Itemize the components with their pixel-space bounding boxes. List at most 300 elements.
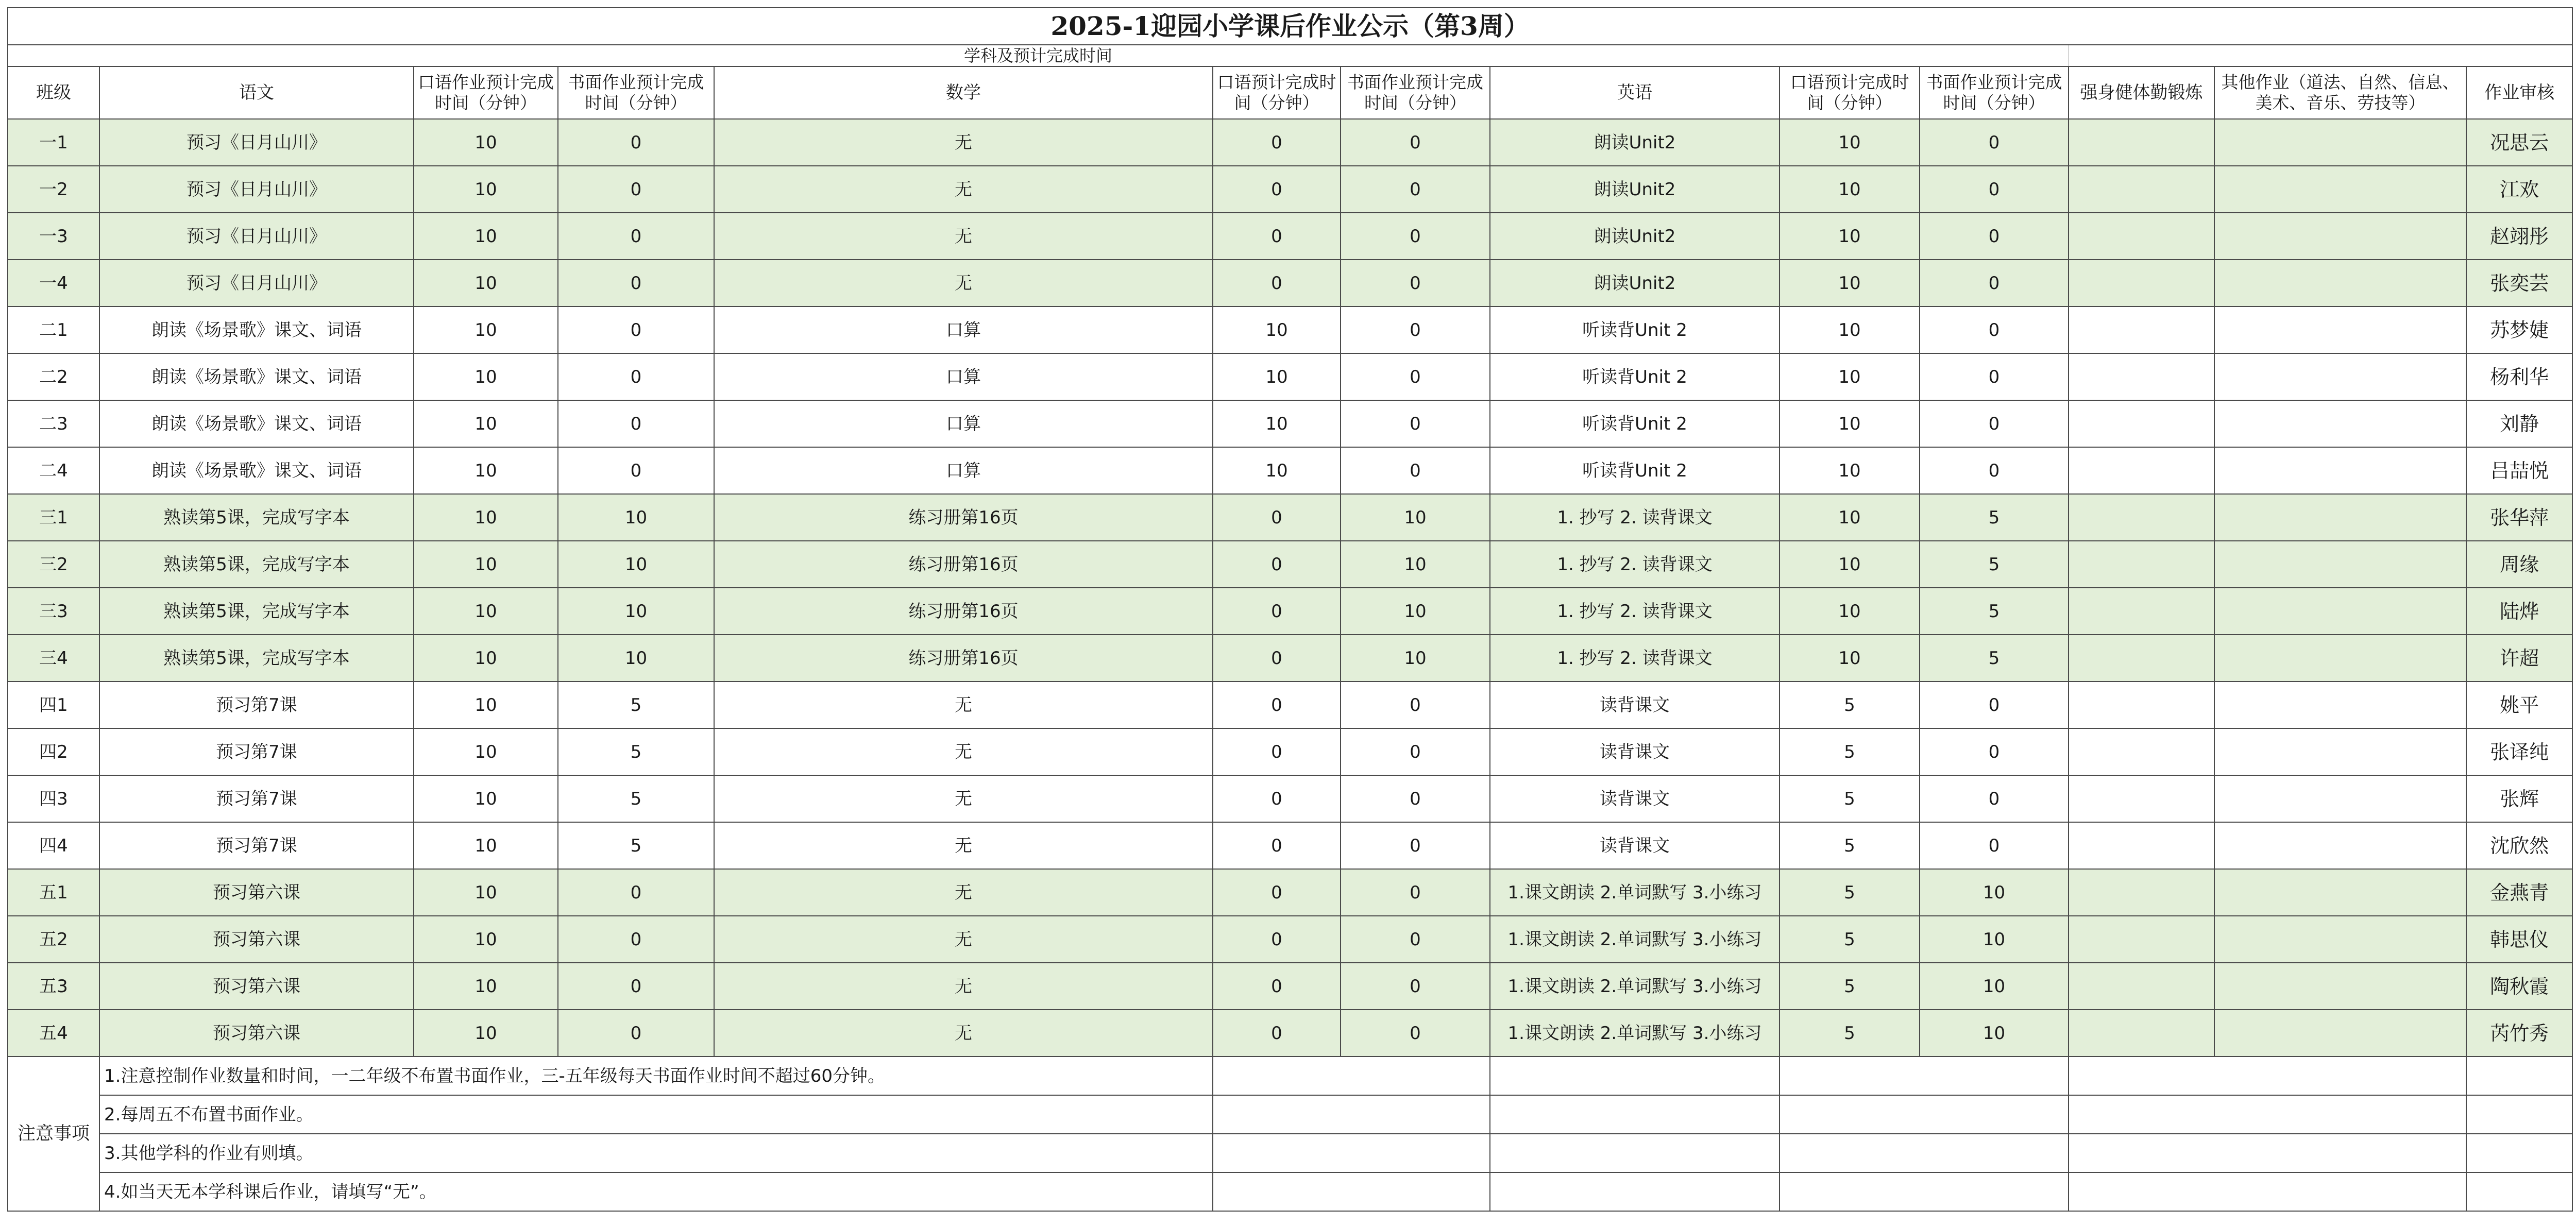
- cell-math-written: 0: [1341, 306, 1490, 353]
- cell-other: [2214, 353, 2466, 400]
- cell-exercise: [2069, 869, 2214, 916]
- cell-chinese-written: 10: [558, 494, 714, 541]
- cell-math-written: 10: [1341, 635, 1490, 682]
- cell-english: 听读背Unit 2: [1490, 400, 1780, 447]
- cell-other: [2214, 260, 2466, 306]
- cell-chinese-oral: 10: [414, 916, 558, 963]
- table-row: [8, 916, 2572, 963]
- cell-english-oral: 10: [1780, 541, 1920, 588]
- cell-english-written: 0: [1920, 353, 2069, 400]
- cell-math: 口算: [714, 400, 1213, 447]
- cell-exercise: [2069, 494, 2214, 541]
- header-english: 英语: [1490, 66, 1780, 119]
- header-math-written: 书面作业预计完成时间（分钟）: [1341, 66, 1490, 119]
- cell-english-written: 10: [1920, 916, 2069, 963]
- cell-chinese: 预习第7课: [99, 682, 414, 728]
- cell-class: 一2: [8, 166, 99, 213]
- cell-chinese: 预习第六课: [99, 963, 414, 1010]
- header-class: 班级: [8, 66, 99, 119]
- cell-chinese: 预习《日月山川》: [99, 119, 414, 166]
- cell-math-oral: 0: [1213, 916, 1341, 963]
- cell-english-oral: 10: [1780, 166, 1920, 213]
- cell-english-written: 0: [1920, 400, 2069, 447]
- cell-chinese-written: 0: [558, 119, 714, 166]
- cell-english-oral: 10: [1780, 213, 1920, 260]
- cell-math: 无: [714, 682, 1213, 728]
- cell-exercise: [2069, 588, 2214, 635]
- cell-chinese-written: 5: [558, 775, 714, 822]
- cell-english-oral: 5: [1780, 963, 1920, 1010]
- cell-chinese: 预习第7课: [99, 822, 414, 869]
- cell-chinese-oral: 10: [414, 682, 558, 728]
- cell-english-written: 5: [1920, 588, 2069, 635]
- cell-math-written: 0: [1341, 400, 1490, 447]
- note-blank-english: [1490, 1134, 1780, 1172]
- notes-row: [8, 1095, 2572, 1134]
- note-blank-other: [2069, 1172, 2466, 1211]
- table-row: [8, 1010, 2572, 1057]
- cell-exercise: [2069, 447, 2214, 494]
- cell-other: [2214, 213, 2466, 260]
- cell-class: 五2: [8, 916, 99, 963]
- cell-reviewer: 刘静: [2466, 400, 2572, 447]
- cell-math-oral: 0: [1213, 166, 1341, 213]
- cell-math-oral: 10: [1213, 353, 1341, 400]
- cell-english-written: 10: [1920, 869, 2069, 916]
- cell-other: [2214, 775, 2466, 822]
- note-blank-english: [1490, 1095, 1780, 1134]
- cell-english-written: 0: [1920, 728, 2069, 775]
- note-blank-reviewer: [2466, 1057, 2572, 1095]
- header-math-oral: 口语预计完成时间（分钟）: [1213, 66, 1341, 119]
- cell-other: [2214, 447, 2466, 494]
- cell-chinese: 预习第六课: [99, 1010, 414, 1057]
- note-blank-math: [1213, 1134, 1490, 1172]
- cell-english-oral: 5: [1780, 682, 1920, 728]
- cell-english-written: 5: [1920, 494, 2069, 541]
- cell-class: 一4: [8, 260, 99, 306]
- table-row: [8, 963, 2572, 1010]
- table-row: [8, 119, 2572, 166]
- cell-class: 三1: [8, 494, 99, 541]
- cell-math: 练习册第16页: [714, 494, 1213, 541]
- cell-chinese: 预习第六课: [99, 916, 414, 963]
- header-exercise: 强身健体勤锻炼: [2069, 66, 2214, 119]
- cell-class: 二2: [8, 353, 99, 400]
- cell-chinese-written: 0: [558, 306, 714, 353]
- cell-other: [2214, 541, 2466, 588]
- cell-math: 无: [714, 775, 1213, 822]
- cell-other: [2214, 306, 2466, 353]
- cell-exercise: [2069, 822, 2214, 869]
- table-row: [8, 166, 2572, 213]
- cell-chinese: 朗读《场景歌》课文、词语: [99, 447, 414, 494]
- note-item: 2.每周五不布置书面作业。: [99, 1095, 1213, 1134]
- note-item: 4.如当天无本学科课后作业，请填写“无”。: [99, 1172, 1213, 1211]
- cell-class: 四3: [8, 775, 99, 822]
- cell-class: 三4: [8, 635, 99, 682]
- cell-math: 练习册第16页: [714, 588, 1213, 635]
- cell-english-oral: 10: [1780, 306, 1920, 353]
- cell-math: 无: [714, 166, 1213, 213]
- cell-reviewer: 张辉: [2466, 775, 2572, 822]
- cell-english-oral: 10: [1780, 353, 1920, 400]
- cell-chinese-written: 10: [558, 588, 714, 635]
- cell-exercise: [2069, 1010, 2214, 1057]
- cell-reviewer: 芮竹秀: [2466, 1010, 2572, 1057]
- note-blank-reviewer: [2466, 1095, 2572, 1134]
- cell-math-written: 0: [1341, 682, 1490, 728]
- cell-chinese-oral: 10: [414, 588, 558, 635]
- cell-math: 无: [714, 963, 1213, 1010]
- cell-chinese-written: 0: [558, 916, 714, 963]
- cell-math-oral: 10: [1213, 306, 1341, 353]
- header-english-oral: 口语预计完成时间（分钟）: [1780, 66, 1920, 119]
- cell-other: [2214, 166, 2466, 213]
- cell-math-written: 0: [1341, 260, 1490, 306]
- note-blank-other: [2069, 1057, 2466, 1095]
- cell-math: 无: [714, 822, 1213, 869]
- cell-math-oral: 0: [1213, 635, 1341, 682]
- cell-english: 读背课文: [1490, 682, 1780, 728]
- cell-reviewer: 许超: [2466, 635, 2572, 682]
- cell-other: [2214, 682, 2466, 728]
- notes-row: [8, 1134, 2572, 1172]
- cell-math-written: 0: [1341, 119, 1490, 166]
- cell-math-written: 0: [1341, 916, 1490, 963]
- cell-chinese-oral: 10: [414, 1010, 558, 1057]
- cell-english-written: 0: [1920, 260, 2069, 306]
- sheet-title: 2025-1迎园小学课后作业公示（第3周）: [8, 8, 2572, 45]
- cell-english: 1.课文朗读 2.单词默写 3.小练习: [1490, 963, 1780, 1010]
- cell-chinese-written: 10: [558, 541, 714, 588]
- cell-english-written: 0: [1920, 682, 2069, 728]
- cell-chinese-oral: 10: [414, 775, 558, 822]
- cell-reviewer: 江欢: [2466, 166, 2572, 213]
- cell-english-oral: 10: [1780, 260, 1920, 306]
- cell-chinese: 朗读《场景歌》课文、词语: [99, 306, 414, 353]
- note-item: 1.注意控制作业数量和时间，一二年级不布置书面作业，三-五年级每天书面作业时间不超过60分钟。: [99, 1057, 1213, 1095]
- cell-english: 1. 抄写 2. 读背课文: [1490, 494, 1780, 541]
- cell-math-written: 0: [1341, 869, 1490, 916]
- cell-math: 练习册第16页: [714, 635, 1213, 682]
- table-row: [8, 353, 2572, 400]
- cell-chinese-written: 5: [558, 728, 714, 775]
- cell-chinese-oral: 10: [414, 494, 558, 541]
- cell-math: 无: [714, 260, 1213, 306]
- cell-math-oral: 0: [1213, 541, 1341, 588]
- cell-chinese: 熟读第5课，完成写字本: [99, 541, 414, 588]
- cell-chinese: 预习《日月山川》: [99, 260, 414, 306]
- cell-reviewer: 张译纯: [2466, 728, 2572, 775]
- cell-math-oral: 10: [1213, 447, 1341, 494]
- sheet-subtitle: 学科及预计完成时间: [8, 45, 2069, 66]
- cell-reviewer: 姚平: [2466, 682, 2572, 728]
- cell-english: 1. 抄写 2. 读背课文: [1490, 541, 1780, 588]
- cell-english: 听读背Unit 2: [1490, 447, 1780, 494]
- cell-chinese-oral: 10: [414, 260, 558, 306]
- cell-math-written: 0: [1341, 963, 1490, 1010]
- header-row: [8, 66, 2572, 119]
- cell-english: 1.课文朗读 2.单词默写 3.小练习: [1490, 916, 1780, 963]
- note-blank-reviewer: [2466, 1172, 2572, 1211]
- cell-chinese: 预习第六课: [99, 869, 414, 916]
- cell-reviewer: 赵翊彤: [2466, 213, 2572, 260]
- cell-english-written: 0: [1920, 822, 2069, 869]
- cell-math: 无: [714, 213, 1213, 260]
- cell-class: 三3: [8, 588, 99, 635]
- cell-math-oral: 0: [1213, 588, 1341, 635]
- cell-other: [2214, 916, 2466, 963]
- cell-chinese-written: 0: [558, 260, 714, 306]
- cell-math: 口算: [714, 306, 1213, 353]
- header-english-written: 书面作业预计完成时间（分钟）: [1920, 66, 2069, 119]
- cell-class: 五4: [8, 1010, 99, 1057]
- cell-chinese: 预习《日月山川》: [99, 166, 414, 213]
- cell-math: 口算: [714, 353, 1213, 400]
- header-reviewer: 作业审核: [2466, 66, 2572, 119]
- cell-english: 朗读Unit2: [1490, 260, 1780, 306]
- cell-math: 口算: [714, 447, 1213, 494]
- cell-reviewer: 沈欣然: [2466, 822, 2572, 869]
- cell-english-oral: 5: [1780, 775, 1920, 822]
- cell-math: 练习册第16页: [714, 541, 1213, 588]
- cell-english: 听读背Unit 2: [1490, 306, 1780, 353]
- note-blank-english-time: [1780, 1172, 2069, 1211]
- cell-exercise: [2069, 213, 2214, 260]
- cell-chinese-oral: 10: [414, 963, 558, 1010]
- cell-chinese-oral: 10: [414, 213, 558, 260]
- cell-english-oral: 10: [1780, 635, 1920, 682]
- cell-math-written: 0: [1341, 728, 1490, 775]
- cell-reviewer: 陶秋霞: [2466, 963, 2572, 1010]
- cell-english-written: 0: [1920, 166, 2069, 213]
- cell-english-oral: 10: [1780, 119, 1920, 166]
- cell-math: 无: [714, 916, 1213, 963]
- table-row: [8, 682, 2572, 728]
- cell-other: [2214, 1010, 2466, 1057]
- header-other: 其他作业（道法、自然、信息、美术、音乐、劳技等）: [2214, 66, 2466, 119]
- cell-chinese-oral: 10: [414, 400, 558, 447]
- cell-english: 1.课文朗读 2.单词默写 3.小练习: [1490, 1010, 1780, 1057]
- note-blank-english-time: [1780, 1134, 2069, 1172]
- cell-chinese-written: 5: [558, 682, 714, 728]
- header-chinese-oral: 口语作业预计完成时间（分钟）: [414, 66, 558, 119]
- cell-chinese-oral: 10: [414, 447, 558, 494]
- cell-chinese-oral: 10: [414, 541, 558, 588]
- table-row: [8, 494, 2572, 541]
- cell-english-oral: 10: [1780, 400, 1920, 447]
- cell-other: [2214, 635, 2466, 682]
- note-blank-math: [1213, 1057, 1490, 1095]
- cell-chinese: 熟读第5课，完成写字本: [99, 635, 414, 682]
- note-blank-english-time: [1780, 1095, 2069, 1134]
- cell-math-oral: 0: [1213, 494, 1341, 541]
- cell-exercise: [2069, 541, 2214, 588]
- cell-english: 朗读Unit2: [1490, 213, 1780, 260]
- cell-english-written: 0: [1920, 775, 2069, 822]
- cell-math-oral: 0: [1213, 1010, 1341, 1057]
- homework-table: [7, 7, 2573, 1212]
- cell-english: 1.课文朗读 2.单词默写 3.小练习: [1490, 869, 1780, 916]
- note-blank-other: [2069, 1134, 2466, 1172]
- cell-math-oral: 0: [1213, 119, 1341, 166]
- cell-math-oral: 10: [1213, 400, 1341, 447]
- cell-english: 朗读Unit2: [1490, 166, 1780, 213]
- cell-math-oral: 0: [1213, 963, 1341, 1010]
- cell-english-written: 10: [1920, 1010, 2069, 1057]
- table-row: [8, 260, 2572, 306]
- cell-english-oral: 10: [1780, 447, 1920, 494]
- cell-english-written: 0: [1920, 447, 2069, 494]
- cell-chinese: 朗读《场景歌》课文、词语: [99, 400, 414, 447]
- cell-english-oral: 5: [1780, 869, 1920, 916]
- cell-chinese-oral: 10: [414, 353, 558, 400]
- note-item: 3.其他学科的作业有则填。: [99, 1134, 1213, 1172]
- table-row: [8, 447, 2572, 494]
- cell-exercise: [2069, 166, 2214, 213]
- cell-chinese: 预习第7课: [99, 728, 414, 775]
- cell-chinese-oral: 10: [414, 306, 558, 353]
- cell-math-written: 0: [1341, 1010, 1490, 1057]
- cell-english-written: 0: [1920, 213, 2069, 260]
- cell-math-written: 0: [1341, 447, 1490, 494]
- cell-chinese: 熟读第5课，完成写字本: [99, 588, 414, 635]
- cell-math-written: 0: [1341, 166, 1490, 213]
- cell-english: 1. 抄写 2. 读背课文: [1490, 588, 1780, 635]
- cell-exercise: [2069, 119, 2214, 166]
- note-blank-english: [1490, 1057, 1780, 1095]
- cell-english-written: 0: [1920, 119, 2069, 166]
- cell-chinese-written: 0: [558, 166, 714, 213]
- cell-chinese: 朗读《场景歌》课文、词语: [99, 353, 414, 400]
- note-blank-other: [2069, 1095, 2466, 1134]
- cell-math-written: 0: [1341, 353, 1490, 400]
- cell-class: 二4: [8, 447, 99, 494]
- table-row: [8, 728, 2572, 775]
- cell-english-oral: 5: [1780, 822, 1920, 869]
- cell-other: [2214, 963, 2466, 1010]
- note-blank-english: [1490, 1172, 1780, 1211]
- cell-class: 四1: [8, 682, 99, 728]
- cell-english-oral: 10: [1780, 588, 1920, 635]
- cell-chinese: 熟读第5课，完成写字本: [99, 494, 414, 541]
- cell-reviewer: 苏梦婕: [2466, 306, 2572, 353]
- cell-class: 四4: [8, 822, 99, 869]
- table-row: [8, 213, 2572, 260]
- table-row: [8, 400, 2572, 447]
- subtitle-blank: [2069, 45, 2572, 66]
- cell-chinese-written: 0: [558, 1010, 714, 1057]
- cell-chinese-oral: 10: [414, 166, 558, 213]
- cell-class: 五1: [8, 869, 99, 916]
- cell-math-written: 10: [1341, 494, 1490, 541]
- cell-english: 1. 抄写 2. 读背课文: [1490, 635, 1780, 682]
- cell-english-oral: 5: [1780, 1010, 1920, 1057]
- cell-class: 三2: [8, 541, 99, 588]
- cell-math-written: 0: [1341, 213, 1490, 260]
- cell-other: [2214, 400, 2466, 447]
- table-row: [8, 869, 2572, 916]
- cell-math: 无: [714, 869, 1213, 916]
- cell-math-written: 0: [1341, 822, 1490, 869]
- cell-chinese-oral: 10: [414, 635, 558, 682]
- cell-reviewer: 韩思仪: [2466, 916, 2572, 963]
- cell-english-oral: 10: [1780, 494, 1920, 541]
- cell-math-written: 10: [1341, 541, 1490, 588]
- cell-math-oral: 0: [1213, 869, 1341, 916]
- cell-chinese-written: 0: [558, 400, 714, 447]
- table-row: [8, 635, 2572, 682]
- cell-chinese-written: 5: [558, 822, 714, 869]
- cell-exercise: [2069, 682, 2214, 728]
- header-chinese-written: 书面作业预计完成时间（分钟）: [558, 66, 714, 119]
- cell-math: 无: [714, 1010, 1213, 1057]
- cell-other: [2214, 869, 2466, 916]
- notes-row: [8, 1057, 2572, 1095]
- cell-class: 二3: [8, 400, 99, 447]
- cell-exercise: [2069, 306, 2214, 353]
- note-blank-math: [1213, 1172, 1490, 1211]
- cell-english-written: 5: [1920, 635, 2069, 682]
- cell-other: [2214, 588, 2466, 635]
- cell-class: 五3: [8, 963, 99, 1010]
- cell-math-oral: 0: [1213, 775, 1341, 822]
- cell-english: 读背课文: [1490, 822, 1780, 869]
- table-row: [8, 588, 2572, 635]
- cell-chinese-oral: 10: [414, 119, 558, 166]
- cell-class: 一1: [8, 119, 99, 166]
- cell-exercise: [2069, 635, 2214, 682]
- cell-math-oral: 0: [1213, 213, 1341, 260]
- cell-reviewer: 杨利华: [2466, 353, 2572, 400]
- cell-english-written: 10: [1920, 963, 2069, 1010]
- notes-row: [8, 1172, 2572, 1211]
- cell-exercise: [2069, 728, 2214, 775]
- cell-english-oral: 5: [1780, 916, 1920, 963]
- cell-chinese-oral: 10: [414, 869, 558, 916]
- notes-label: 注意事项: [8, 1057, 99, 1211]
- cell-english: 读背课文: [1490, 728, 1780, 775]
- cell-math-written: 10: [1341, 588, 1490, 635]
- note-blank-english-time: [1780, 1057, 2069, 1095]
- cell-chinese: 预习第7课: [99, 775, 414, 822]
- note-blank-reviewer: [2466, 1134, 2572, 1172]
- cell-exercise: [2069, 353, 2214, 400]
- cell-class: 一3: [8, 213, 99, 260]
- cell-reviewer: 吕喆悦: [2466, 447, 2572, 494]
- cell-math-written: 0: [1341, 775, 1490, 822]
- cell-other: [2214, 728, 2466, 775]
- cell-exercise: [2069, 916, 2214, 963]
- cell-chinese-oral: 10: [414, 728, 558, 775]
- cell-chinese-written: 0: [558, 213, 714, 260]
- cell-class: 四2: [8, 728, 99, 775]
- cell-chinese-written: 0: [558, 353, 714, 400]
- cell-english-written: 0: [1920, 306, 2069, 353]
- cell-other: [2214, 119, 2466, 166]
- cell-chinese: 预习《日月山川》: [99, 213, 414, 260]
- cell-chinese-written: 0: [558, 869, 714, 916]
- table-row: [8, 775, 2572, 822]
- header-math: 数学: [714, 66, 1213, 119]
- cell-english-oral: 5: [1780, 728, 1920, 775]
- cell-class: 二1: [8, 306, 99, 353]
- table-row: [8, 541, 2572, 588]
- cell-reviewer: 周缘: [2466, 541, 2572, 588]
- cell-exercise: [2069, 775, 2214, 822]
- cell-other: [2214, 822, 2466, 869]
